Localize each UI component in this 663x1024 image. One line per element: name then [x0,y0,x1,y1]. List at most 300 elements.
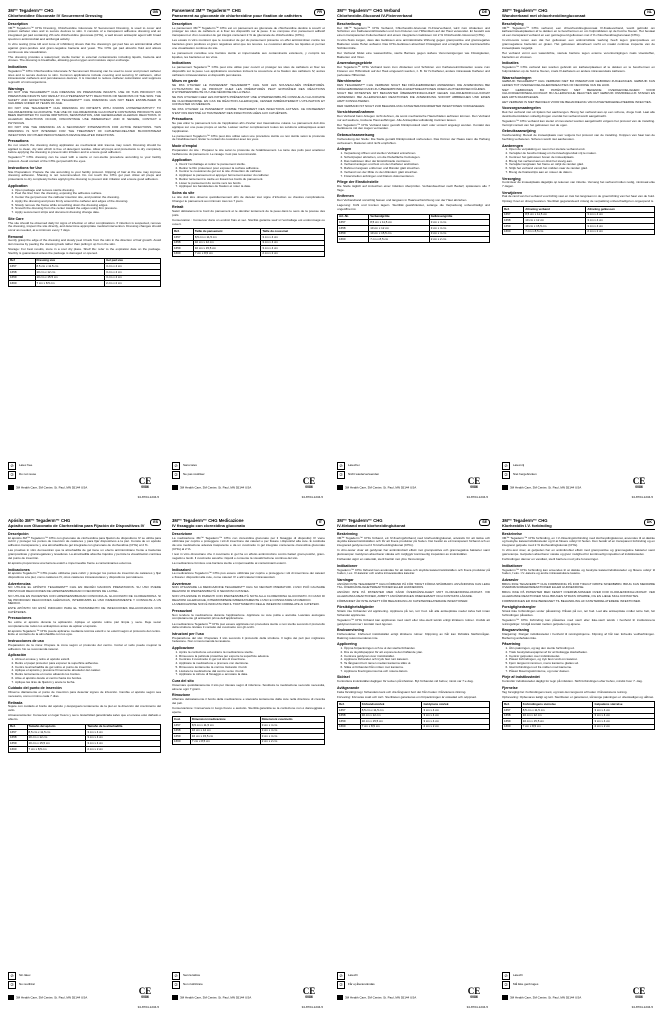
table-cell: 1658 [9,735,28,741]
table-cell: 10 cm x 12 cm [521,713,593,719]
panel-header [502,8,655,20]
section-heading: Cura del sito [172,679,194,684]
table-cell: 3 cm x 4 cm [261,240,325,246]
table-cell: 1658 [173,240,194,246]
table-cell: 8,5 cm x 11,5 cm [521,707,593,713]
table-cell: 1659 [173,246,194,252]
language-badge: GB [150,9,161,16]
manufacturer-address: 3M Health Care, 3M Center, St. Paul, MN 55144 USA [345,485,417,490]
do-not-reuse-label: Niet hergebruiken [513,472,537,477]
table-cell: 3 cm x 4 cm [422,707,490,713]
panel-subtitle: Pansement au gluconate de chlorhexidine pour fixation de cathéters [172,13,303,18]
body-paragraph: Förbandet utgör en vattentät, steril barriär mot yttre föroreningar. [337,557,426,562]
section-heading: Description [8,22,28,26]
latex-free-icon: ⊘ [502,972,510,980]
manufacturer-address: 3M Health Care, 3M Center, St. Paul, MN 55144 USA [345,995,417,1000]
table-header-cell: Taille du coussinet [261,229,325,235]
table-cell: 10 cm x 15,5 cm [360,719,422,725]
table-cell: 10 cm x 15,5 cm [193,246,261,252]
manufacturer-block [502,485,582,490]
body-paragraph: Storage: For best results, store in a cool dry place. Shelf life: refer to the expiration date on the package. Sterility is guaranteed unless the package is damaged or opened. [8,247,161,256]
body-paragraph: Klargøring: Klargør indstiksstedet i henhold til retningslinjerne. Klipning af hår kan forbedre vedhæftningen. Barbering anbefales ikke. [502,631,655,640]
warning-paragraph: DO NOT USE THE DRESSING AS A SECONDARY INTERVENTION FOR ACTIVE INFECTIONS. THIS DRESSING IS NOT INTENDED FOR THE TREATMENT OF CATHETER-RELATED BLOODSTREAM INFECTIONS OR OTHER PERCUTANEOUS DEVICE RELATED INFECTIONS. [8,125,161,137]
section-heading: Gebruiksaanwijzing [502,129,536,134]
step-item: 1. Verpackung öffnen und sterilen Verband entnehmen. [344,152,490,156]
table-cell: 8,5 cm x 11,5 cm [360,707,422,713]
body-paragraph: In vitro testing (time kill and zone of inhibition) shows that the dressing’s gel pad has an antimicrobial effect against gram-positive and gram-negative bacteria and yeast. The CHG gel pad absorbs fluid and allows continuous site visualization. [8,42,161,54]
table-cell: 3 cm x 4 cm [105,269,161,275]
section-heading: Istruzioni per l’uso [172,632,204,637]
table-cell: 10 cm x 12 cm [369,225,430,231]
table-cell: 2 cm x 2 cm [105,281,161,287]
body-paragraph: La medicazione fornisce una barriera sterile e impermeabile ai contaminanti esterni. [172,560,287,565]
body-paragraph: La medicazione Tegaderm™ CHG può essere utilizzata per coprire e proteggere i siti di inserzione dei cateteri e fissare i dispositivi alla cute, come cateteri IV e altri cateteri intravascolari. [172,571,325,579]
body-paragraph: Tag forsigtigt fat i forbindingens kant, og træk den langsomt af huden i hårvækstens retning. [502,689,628,694]
table-cell: 3 cm x 4 cm [260,734,324,740]
table-header-cell: Gel pad size [105,258,161,264]
panel-subtitle: Apósito con Gluconato de Clorhexidina para Fijación de Dispositivos IV [8,523,145,528]
section-heading: Försiktighetsåtgärder [337,605,374,610]
step-item: 2. Verwijder de beschermlaag om het kleefoppervlak vrij te maken. [509,152,655,156]
warning-paragraph: NO UTILICE EN PACIENTES CON HIPERSENSIBILIDAD CONOCIDA AL GLUCONATO DE CLORHEXIDINA. SI SE PRODUCEN REACCIONES ALÉRGICAS, INTERRUMPA EL USO INMEDIATAMENTE Y CONSULTE A UN MÉDICO. [8,593,161,606]
table-cell: 10 cm x 12 cm [360,713,422,719]
section-heading: Description [172,22,192,26]
panel-footer [337,972,490,1012]
warning-paragraph: FÖRBANDET ÄR INTE AVSETT FÖR BEHANDLING AV KATETERRELATERADE INFEKTIONER. [337,598,469,603]
notified-body-number: 0086 [635,995,643,1000]
table-cell: 7 cm x 8,5 cm [360,724,422,730]
panel-subtitle: IV-förband med klorhexidinglukonat [337,523,406,528]
section-heading: Descrizione [172,532,193,536]
application-steps [502,148,655,174]
step-item: 7. Applicare le strisce di fissaggio e annotare la data. [179,673,325,677]
warning-paragraph: NIET GEBRUIKEN BIJ PATIËNTEN MET BEKENDE OVERGEVOELIGHEID VOOR CHLOORHEXIDINEGLUCONAAT. BIJ ALLERGISCHE REACTIES HET GEBRUIK ONMIDDELLIJK STAKEN EN EEN ARTS RAADPLEGEN. [502,87,655,99]
language-badge: IT [316,519,325,526]
step-item: 7. Appliquer les bandelettes de fixation et noter la date. [179,185,325,189]
body-paragraph: Osservare quotidianamente il sito per rilevare segni di infezione. Sostituire la medicazione secondo necessità, almeno ogni 7 giorni. [172,682,325,691]
body-paragraph: Kontrollera instickstället dagligen för tecken på infektion. Byt förbandet vid behov, minst var 7:e dag. [337,679,474,684]
table-cell: 1660 [9,281,36,287]
table-header-cell: Taille du pansement [193,229,261,235]
warning-paragraph: ANVÄND INTE TEGADERM™ CHG FÖRBAND PÅ FÖR TIDIGT FÖDDA SPÄDBARN. ANVÄNDNING KAN LEDA TILL ÖVERKÄNSLIGHETSREAKTIONER ELLER HUDNEKROS. [337,581,490,590]
panel-header [337,8,490,20]
table-header-cell: Dimensioni medicazione [190,717,260,723]
table-cell: 3 cm x 4 cm [261,235,325,241]
warning-paragraph: NON UTILIZZARE LA MEDICAZIONE TEGADERM™ CHG SU NEONATI PREMATURI. L’USO PUÒ CAUSARE REAZIONI DI IPERSENSIBILITÀ O NECROSI CUTANEA. [172,585,325,594]
ce-mark [133,477,157,490]
body-paragraph: Le pansement constitue une barrière stérile et imperméable aux contaminants extérieurs, y compris les liquides, les bactéries et les virus. [172,50,325,59]
body-paragraph: Préparation du site : Préparer le site selon le protocole de l’établissement. La tonte des poils peut améliorer l’adhérence du pansement. Le rasage n’est pas recommandé. [172,147,325,156]
size-table [8,258,161,287]
manufacturer-block [337,995,417,1000]
table-cell: 1659 [173,734,191,740]
section-heading: Application [8,183,28,188]
table-header-cell: Dimensioni cuscinetto [260,717,324,723]
table-header-cell: Art.-Nr. [338,214,369,220]
body-paragraph: Conservazione: Conservare in luogo fresco e asciutto. Sterilità garantita se la confezione non è danneggiata o aperta. [172,705,325,714]
table-header-cell: Dressing size [35,258,105,264]
size-table [337,214,490,243]
table-cell: 3 cm x 4 cm [260,728,324,734]
panel-header [8,518,161,530]
application-steps [8,189,161,215]
do-not-reuse-icon: ② [337,981,345,989]
latex-symbol-row [8,462,161,470]
panel-title: Pansement 3M™ Tegaderm™ CHG [172,8,242,13]
section-heading: Applicering [337,642,357,647]
step-item: 5. Rimuovere lentamente la cornice lisciando i bordi. [179,666,325,670]
table-cell: 7 cm x 8.5 cm [35,281,105,287]
table-cell: 1658 [503,218,524,224]
table-cell: 1657 [338,220,369,226]
latex-free-icon: ⊘ [8,972,16,980]
step-item: 7. Apply securement strips and document dressing change date. [15,211,161,215]
size-table [8,724,161,753]
language-badge: DK [644,519,655,526]
manufacturer-block [502,995,582,1000]
panel-header [8,8,161,20]
ifu-panel-es [8,518,161,1012]
section-heading: Instrucciones de uso [8,639,44,644]
table-cell: 8,5 cm x 11,5 cm [190,722,260,728]
body-paragraph: The dressing provides a waterproof, sterile barrier to external contaminants including liquids, bacteria and viruses. The dressing is breathable, allowing good oxygen and moisture vapor exchange. [8,54,161,63]
step-item: 4. Appliquer le pansement et appuyer fermement autour du cathéter. [179,174,325,178]
language-badge: DE [479,9,490,16]
panel-footer [8,972,161,1012]
step-item: 3. Centrare il cuscinetto in gel sul sito di inserzione. [179,658,325,662]
section-heading: Bruksanvisning [337,628,364,633]
section-heading: Verzorging [502,176,521,181]
do-not-reuse-icon: ② [172,471,180,479]
section-heading: Cuidado del punto de inserción [8,686,62,691]
latex-free-icon: ⊘ [337,972,345,980]
step-item: 2. Rimuovere la pellicola protettiva per esporre la superficie adesiva. [179,655,325,659]
table-cell: 1658 [503,713,522,719]
latex-free-icon: ⊘ [502,462,510,470]
body-paragraph: Kontrollér indstiksstedet dagligt for tegn på infektion. Skift forbindingen efter behov, mindst hver 7. dag. [502,679,643,684]
section-heading: Indikationer [502,563,523,568]
ce-logo-icon: CE [138,476,152,487]
body-paragraph: Sträck inte förbandet vid applicering. Applicera på ren, torr hud. Låt alla antiseptiska medel torka helt innan förbandet appliceras. [337,608,490,617]
table-row [9,281,161,287]
table-header-cell: Verbandgröße [369,214,430,220]
body-paragraph: Preparazione del sito: Preparare il sito secondo il protocollo della struttura. Il taglio dei peli può migliorare l’adesione. Non si raccomanda la rasatura. [172,635,325,644]
document-number: 34-8704-1234-5 [631,495,653,500]
table-cell: 1658 [338,713,361,719]
step-item: 6. Släta ut förbandet från mitten mot kanterna. [344,666,490,670]
size-table [337,701,490,730]
table-cell: 1660 [503,229,524,235]
body-paragraph: 3M™ Tegaderm™ CHG förband, ett IV-fixeringsförband med klorhexidinglukonat, används för att täcka och skydda kateterinstickställen och för att fixera produkter på huden. Det består av ett transparent förband och en integrerad geldyna med 2 % klorhexidinglukonat (CHG). [337,535,490,548]
table-cell: 10 cm x 15,5 cm [524,224,586,230]
body-paragraph: El apósito Tegaderm™ CHG puede aplicarse mediante técnica estéril o no estéril según el protocolo del centro. Evite el contacto de la almohadilla con los ojos. [8,628,161,637]
section-heading: Entfernen [337,194,354,199]
section-heading: Removal [8,234,23,239]
table-row [338,724,490,730]
manufacturer-block [172,485,252,490]
table-cell: 3 cm x 4 cm [593,713,655,719]
section-heading: Precauciones [8,616,32,621]
do-not-reuse-label: Får ej återanvändas [348,982,375,987]
body-paragraph: Forbindingen danner en vandtæt, steril barriere mod ydre forureninger. [502,557,599,562]
latex-free-label: Latexfrei [348,463,360,468]
manufacturer-icon [172,485,178,490]
section-heading: Beskrivning [337,532,358,536]
table-cell: 1658 [173,728,191,734]
table-cell: 1657 [173,722,191,728]
section-heading: Avvertenze [172,581,192,586]
notified-body-number: 0086 [141,995,149,1000]
ifu-panel-nl [502,8,655,502]
body-paragraph: Le pansement Tegaderm™ CHG peut être utilisé pour couvrir et protéger les sites de cathéters et fixer les dispositifs sur la peau. Les applications courantes incluent la couverture et la fixation des cathéters IV, autres cathéters intravasculaires et dispositifs percutanés. [172,65,325,77]
panel-title: 3M™ Tegaderm™ CHG [337,518,383,523]
section-heading: Voorzorgsmaatregelen [502,106,541,111]
size-table [172,228,325,257]
table-cell: 3 cm x 4 cm [422,719,490,725]
body-paragraph: Almacenamiento: Conservar en lugar fresco y seco. Esterilidad garantizada salvo que el envase esté dañado o abierto. [8,713,161,721]
step-item: 4. Påsæt forbindingen, og tryk fast rundt om katetret. [509,658,655,662]
body-paragraph: Opbevaring: Opbevares køligt og tørt. Steriliteten er garanteret, så længe pakningen er ubeskadiget og uåbnet. [502,694,655,699]
section-heading: Indikationer [337,563,358,568]
warning-paragraph: ANVÄND INTE PÅ PATIENTER MED KÄND ÖVERKÄNSLIGHET MOT KLORHEXIDINGLUKONAT. VID ALLERGISKA REAKTIONER, AVBRYT ANVÄNDNINGEN OMEDELBART OCH KONTAKTA LÄKARE. [337,590,490,598]
body-paragraph: I test in vitro dimostrano che il cuscinetto in gel ha un effetto antimicrobico contro batteri gram-positivi, gram-negativi e lieviti. Il cuscinetto assorbe i liquidi e consente la visualizzazione continua del sito. [172,552,325,560]
do-not-reuse-label: Må ikke genbruges [513,982,539,987]
table-cell: 1657 [503,707,522,713]
do-not-reuse-icon: ② [337,471,345,479]
step-item: 7. Aplique las tiras de fijación y anote la fecha. [15,681,161,685]
do-not-reuse-label: Ne pas réutiliser [183,472,205,477]
body-paragraph: Lagerung: Kühl und trocken lagern. Sterilität gewährleistet, solange die Verpackung unbeschädigt und ungeöffnet ist. [337,203,490,211]
step-item: 1. Open de verpakking en neem het steriele verband eruit. [509,148,655,152]
ce-logo-icon: CE [138,986,152,997]
section-heading: Pflege der Einstichstelle [337,180,379,185]
step-item: 3. Centre la almohadilla de gel sobre el punto de inserción. [15,666,161,670]
step-item: 7. Påsæt fikseringsstrimlerne, og noter datoen. [509,670,655,674]
table-cell: 7 cm x 8,5 cm [190,739,260,745]
panel-footer [8,462,161,502]
manufacturer-address: 3M Health Care, 3M Center, St. Paul, MN 55144 USA [180,485,252,490]
warning-paragraph: DO NOT USE TEGADERM™ CHG DRESSING ON PREMATURE INFANTS. USE OF THIS PRODUCT ON PREMATURE INFANTS MAY RESULT IN HYPERSENSITIVITY REACTIONS OR NECROSIS OF THE SKIN. THE SAFETY AND EFFECTIVENESS OF TEGADERM™ CHG DRESSING HAS NOT BEEN ESTABLISHED IN CHILDREN UNDER 18 YEARS OF AGE. [8,90,161,106]
panel-subtitle: IV fissaggio con clorexidina gluconato [172,523,246,528]
step-item: 3. Center the gel pad over the catheter insertion site, and position the dressing. [15,196,161,200]
body-paragraph: Förvaring: Förvaras svalt och torrt. Steriliteten garanteras om förpackningen är oskadad och oöppnad. [337,694,477,699]
section-heading: Anlegen [337,147,352,152]
ce-logo-icon: CE [467,476,481,487]
table-cell: 1657 [9,264,36,270]
step-item: 4. Applicera förbandet och tryck fast runt katetern. [344,658,490,662]
table-cell: 1660 [173,251,194,257]
body-paragraph: Tegaderm™ CHG forbinding kan påsættes med steril eller ikke-steril teknik i henhold til institutionens retningslinjer. Undgå kontakt mellem gelpuden og øjnene. [502,617,655,626]
application-steps [8,658,161,684]
size-table [502,206,655,235]
section-heading: Verwijderen [502,190,523,195]
table-cell: 1659 [503,719,522,725]
latex-symbol-row [172,972,325,980]
table-cell: 3 cm x 4 cm [429,231,489,237]
step-item: 7. Applicera fixeringsremsorna och notera datum. [344,670,490,674]
warning-paragraph: NE PAS UTILISER CHEZ LES PATIENTS PRÉSENTANT UNE HYPERSENSIBILITÉ CONNUE AU GLUCONATE DE CHLORHEXIDINE. EN CAS DE RÉACTION ALLERGIQUE, CESSER IMMÉDIATEMENT L’UTILISATION ET CONSULTER UN MÉDECIN. [172,95,325,107]
table-header-cell: Ref. [503,207,524,213]
section-heading: Aanbrengen [502,143,523,148]
step-item: 4. Breng het verband aan en druk het stevig aan. [509,160,655,164]
step-item: 5. Fjern langsomt rammen, mens kanterne glattes ud. [509,662,655,666]
warning-paragraph: NE PAS UTILISER LE PANSEMENT COMME TRAITEMENT DES INFECTIONS ACTIVES. CE PANSEMENT N’EST PAS DESTINÉ AU TRAITEMENT DES INFECTIONS LIÉES AUX CATHÉTERS. [172,107,325,115]
section-heading: Indications [172,61,191,66]
panel-header [337,518,490,530]
table-row [338,237,490,243]
body-paragraph: Observe diariamente el punto de inserción para detectar signos de infección. Cambie el apósito según sea necesario, como mínimo cada 7 días. [8,690,161,698]
body-paragraph: Saisir délicatement le bord du pansement et le décoller lentement de la peau dans le sens de la pousse des poils. [172,209,325,217]
table-cell: 1660 [9,746,28,752]
warning-paragraph: NON UTILIZZARE IN PAZIENTI CON IPERSENSIBILITÀ NOTA ALLA CLOREXIDINA GLUCONATO. IN CASO DI REAZIONI ALLERGICHE, INTERROMPERE IMMEDIATAMENTE L’USO E CONSULTARE UN MEDICO. [172,593,325,602]
section-heading: Indicazioni [172,567,191,572]
warning-paragraph: FORBINDINGEN ER IKKE BEREGNET TIL BEHANDLING AF KATETERRELATEREDE INFEKTIONER. [502,598,641,603]
latex-symbol-row [8,972,161,980]
panel-subtitle: Chlorhexidine Gluconate IV Securement Dressing [8,13,103,18]
document-number: 34-8704-1234-5 [301,495,323,500]
panel-footer [172,462,325,502]
notified-body-number: 0086 [470,485,478,490]
panel-title: 3M™ Tegaderm™ CHG [8,8,54,13]
ce-logo-icon: CE [302,986,316,997]
step-item: 1. Öppna förpackningen och ta ut det sterila förbandet. [344,647,490,651]
step-item: 4. Aplique el apósito y presione firmemente alrededor del catéter. [15,669,161,673]
body-paragraph: In-vitro-Tests zeigen, dass das Gelkissen eine antimikrobielle Wirkung gegen grampositive und gramnegative Bakterien sowie Hefen aufweist. Das CHG-Gelkissen absorbiert Flüssigkeit und ermöglicht eine kontinuierliche Sichtkontrolle. [337,38,490,50]
application-steps [337,647,490,673]
step-item: 7. Breng de fixatiestrips aan en noteer de datum. [509,171,655,175]
section-heading: Indicaciones [8,567,30,572]
section-heading: Beschreibung [337,22,361,26]
step-item: 6. Lisser le pansement du centre vers les bords. [179,182,325,186]
application-steps [337,152,490,178]
warning-paragraph: BRUG IKKE TEGADERM™ CHG FORBINDING PÅ FOR TIDLIGT FØDTE SPÆDBØRN. BRUG KAN MEDFØRE OVERFØLSOMHEDSREAKTIONER ELLER HUDNEKROSE. [502,581,655,590]
body-paragraph: El apósito Tegaderm™ CHG puede utilizarse para cubrir y proteger los puntos de inserción de catéteres y fijar dispositivos a la piel, como catéteres IV, otros catéteres intravasculares y dispositivos percutáneos. [8,571,161,579]
warning-paragraph: NO UTILICE EL APÓSITO TEGADERM™ CHG EN RECIÉN NACIDOS PREMATUROS. SU USO PUEDE PROVOCAR REACCIONES DE HIPERSENSIBILIDAD O NECROSIS DE LA PIEL. [8,585,161,594]
latex-symbol-row [172,462,325,470]
do-not-reuse-label: Nicht wiederverwenden [348,472,380,477]
do-not-reuse-icon: ② [8,471,16,479]
warning-paragraph: DO NOT USE TEGADERM™ CHG DRESSING ON PATIENTS WITH KNOWN HYPERSENSITIVITY TO CHLORHEXIDINE GLUCONATE. THE USE OF CHLORHEXIDINE GLUCONATE CONTAINING PRODUCTS HAS BEEN REPORTED TO CAUSE IRRITATION, SENSITIZATION, AND GENERALIZED ALLERGIC REACTIONS. IF ALLERGIC REACTIONS OCCUR, DISCONTINUE USE IMMEDIATELY AND IF SEVERE, CONTACT A PHYSICIAN. [8,106,161,125]
table-cell: 1659 [338,719,361,725]
manufacturer-icon [8,995,14,1000]
body-paragraph: Tegaderm™ CHG Chlorhexidine Gluconate IV Securement Dressing can be used to cover and protect catheter sites and to secure devices to skin. Common applications include covering and securing IV catheters, other intravascular catheters and percutaneous devices. It is intended to reduce catheter colonization and suppress regrowth of microorganisms. [8,68,161,84]
panel-title: 3M™ Tegaderm™ CHG Medicazione [172,518,244,523]
ifu-panel-se [337,518,490,1012]
section-heading: Advertencias [8,581,31,586]
table-cell: 8,5 cm x 11,5 cm [193,235,261,241]
document-number: 34-8704-1234-5 [466,1005,488,1010]
application-steps [172,651,325,677]
table-cell: 1659 [338,231,369,237]
document-number: 34-8704-1234-5 [137,495,159,500]
table-header-cell: Ref. [9,724,28,730]
ce-mark [133,987,157,1000]
table-row [503,724,655,730]
body-paragraph: Do not stretch the dressing during application as mechanical skin trauma may result. Dressing should be applied to clean, dry skin which is free of detergent residue. Allow all preps and protectants to dry completely before applying the dressing to prevent skin irritation and to ensure good adhesion. [8,142,161,155]
ce-mark [462,477,486,490]
language-badge: SE [479,519,490,526]
step-item: 5. Ta långsamt bort ramen medan kanterna släts ut. [344,662,490,666]
table-row [9,746,161,752]
panel-header [172,518,325,530]
panel-title: 3M™ Tegaderm™ CHG [502,518,548,523]
table-cell: 8.5 cm x 11.5 cm [35,264,105,270]
table-header-cell: Gelpudens størrelse [593,702,655,708]
panel-header [172,8,325,20]
body-paragraph: 3M™ Tegaderm™ CHG verband, een chloorhexidinegluconaat IV-fixatieverband, wordt gebruikt om katheterinsteekplaatsen af te dekken en te beschermen en om hulpmiddelen op de huid te fixeren. Het bestaat uit een transparant verband en een geïntegreerd gelkussen met 2 % chloorhexidinegluconaat (CHG). [502,25,655,38]
table-row [503,229,655,235]
latex-free-icon: ⊘ [172,462,180,470]
section-heading: Forsigtighedsregler [502,605,536,610]
body-paragraph: El apósito proporciona una barrera estéril e impermeable frente a contaminantes externos. [8,560,132,565]
ce-mark [627,477,651,490]
section-heading: Aplicación [8,653,27,658]
body-paragraph: La medicazione 3M™ Tegaderm™ CHG con clorexidina gluconato per il fissaggio di dispositivi IV viene utilizzata per coprire e proteggere i siti di inserzione dei cateteri e per fissare i dispositivi alla cute. È costituita da una medicazione adesiva trasparente e da un cuscinetto in gel integrato contenente clorexidina gluconato (CHG) al 2 %. [172,535,325,551]
step-item: 3. Centrér gelpuden over indstiksstedet. [509,655,655,659]
manufacturer-address: 3M Health Care, 3M Center, St. Paul, MN 55144 USA [16,485,88,490]
body-paragraph: Den Verbandrand vorsichtig fassen und langsam in Haarwuchsrichtung von der Haut abziehen. [337,198,468,203]
table-cell: 1657 [9,730,28,736]
section-heading: Fjernelse [502,685,518,690]
latex-symbol-row [502,972,655,980]
body-paragraph: Les essais in vitro montrent que le coussinet de gel du pansement présente un effet antimicrobien contre les bactéries gram positives et gram négatives ainsi que les levures. Le coussinet absorbe les liquides et permet une visualisation continue du site. [172,38,325,50]
ifu-panel-dk [502,518,655,1012]
section-heading: Pleje af indstiksstedet [502,675,540,680]
section-heading: Advarsler [502,578,519,582]
panel-footer [337,462,490,502]
step-item: 2. Retire el papel protector para exponer la superficie adhesiva. [15,662,161,666]
warning-paragraph: LA MEDICAZIONE NON È INDICATA PER IL TRATTAMENTO DELLE INFEZIONI CORRELATE AI CATETERI. [172,602,320,607]
step-item: 6. Glat forbindingen ud fra midten mod kanterne. [509,666,655,670]
latex-symbol-row [502,462,655,470]
warning-paragraph: NICHT BEI PATIENTEN MIT BEKANNTER ÜBEREMPFINDLICHKEIT GEGEN CHLORHEXIDIN-GLUCONAT ANWENDEN. BEI ALLERGISCHEN REAKTIONEN DIE ANWENDUNG SOFORT ABBRECHEN UND EINEN ARZT KONSULTIEREN. [337,91,490,103]
table-cell: 1659 [503,224,524,230]
section-heading: Precauzioni [172,609,193,614]
ce-logo-icon: CE [632,986,646,997]
manufacturer-icon [502,485,508,490]
body-paragraph: Den Verband beim Anlegen nicht dehnen, da sonst mechanische Hautschäden auftreten können. Den Verband nur auf saubere, trockene Haut aufbringen. Alle Antiseptika vollständig trocknen lassen. [337,113,490,122]
application-steps [172,163,325,189]
section-heading: Warnhinweise [337,79,362,84]
warning-paragraph: HET VERBAND IS NIET BEDOELD VOOR DE BEHANDELING VAN KATHETERGERELATEERDE INFECTIES. [502,99,652,104]
body-paragraph: Fatta försiktigt tag i förbandets kant och dra långsamt bort det från huden i hårväxtens riktning. [337,689,467,694]
body-paragraph: Pak de rand van het verband voorzichtig vast en trek het langzaam in de groeirichting van het haar van de huid. [502,194,655,199]
body-paragraph: Der Tegaderm™ CHG Verband kann gemäß Klinikprotokoll steril oder unsteril angelegt werden. Kontakt des Gelkissens mit den Augen vermeiden. [337,122,490,131]
latex-free-label: Latexfri [513,973,523,978]
warning-paragraph: BRUG IKKE PÅ PATIENTER MED KENDT OVERFØLSOMHED OVER FOR KLORHEXIDINGLUKONAT. VED ALLERGISKE REAKTIONER SKAL BRUGEN STRAKS OPHØRE, OG EN LÆGE SKAL KONTAKTES. [502,590,655,598]
application-steps [502,647,655,673]
step-item: 6. Lisciare la medicazione dal centro verso i bordi. [179,670,325,674]
do-not-reuse-label: No reutilizar [19,982,36,987]
body-paragraph: La medicazione Tegaderm™ CHG può essere applicata con procedura sterile o non sterile secondo il protocollo della struttura. Evitare il contatto del cuscinetto con gli occhi. [172,621,325,630]
table-cell: 1660 [338,237,369,243]
body-paragraph: Ne pas étirer le pansement lors de l’application afin d’éviter tout traumatisme cutané. Le pansement doit être appliqué sur une peau propre et sèche. Laisser sécher complètement toutes les solutions antiseptiques avant l’application. [172,121,325,133]
do-not-reuse-icon: ② [502,471,510,479]
section-heading: Rimozione [172,693,191,698]
section-heading: Beskrivelse [502,532,522,536]
body-paragraph: Stræk ikke forbindingen under påsætning. Påsæt på ren, tør hud. Lad alle antiseptiske midler tørre helt, før forbindingen påsættes. [502,608,655,617]
section-heading: Site Care [8,216,24,221]
step-item: 3. Centreer het gelkussen boven de insteekplaats. [509,156,655,160]
panel-subtitle: Wondverband met chloorhexidinegluconaat [502,13,586,18]
section-heading: Gebrauchsanweisung [337,133,375,138]
latex-free-label: Latexfri [348,973,358,978]
warning-paragraph: DEN TEGADERM™ CHG VERBAND NICHT BEI FRÜHGEBORENEN ANWENDEN. DIE ANWENDUNG BEI FRÜHGEBORENEN KANN ZU ÜBEREMPFINDLICHKEITSREAKTIONEN ODER HAUTNEKROSEN FÜHREN. [337,82,490,91]
table-cell: 3 cm x 4 cm [105,264,161,270]
panel-title: Apósito 3M™ Tegaderm™ CHG [8,518,71,523]
section-heading: Indications [8,65,27,70]
panel-footer [502,972,655,1012]
